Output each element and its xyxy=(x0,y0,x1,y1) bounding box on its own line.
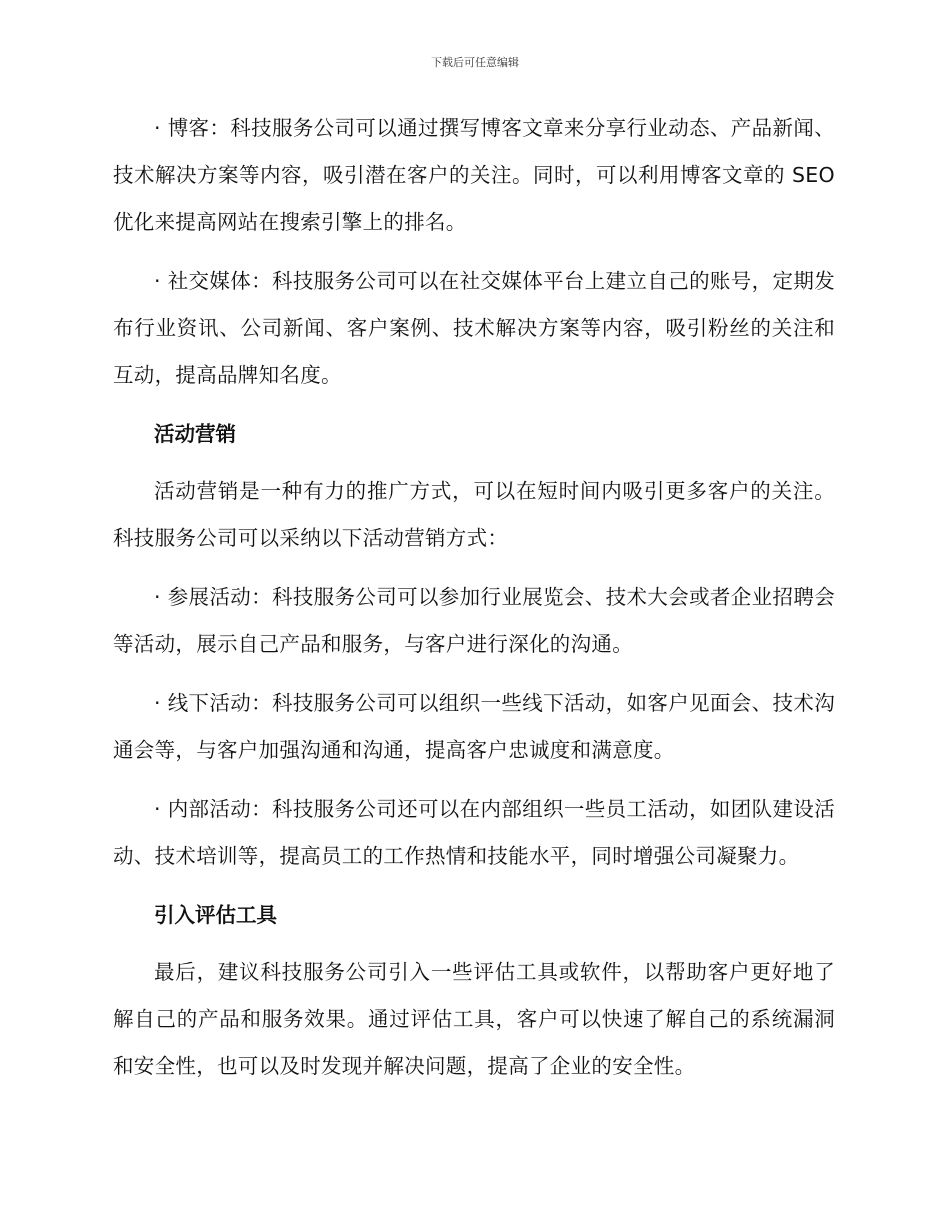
document-body xyxy=(113,105,835,1102)
paragraph-social-media: · 社交媒体：科技服务公司可以在社交媒体平台上建立自己的账号，定期发布行业资讯、公司新闻、客户案例、技术解决方案等内容，吸引粉丝的关注和互动，提高品牌知名度。 xyxy=(113,269,835,387)
paragraph-offline-events: · 线下活动：科技服务公司可以组织一些线下活动，如客户见面会、技术沟通会等，与客户加强沟通和沟通，提高客户忠诚度和满意度。 xyxy=(113,691,835,762)
heading-evaluation-tools: 引入评估工具 xyxy=(154,903,277,927)
heading-event-marketing: 活动营销 xyxy=(154,422,236,446)
paragraph-exhibitions: · 参展活动：科技服务公司可以参加行业展览会、技术大会或者企业招聘会等活动，展示自己产品和服务，与客户进行深化的沟通。 xyxy=(113,585,835,656)
paragraph-blog: · 博客：科技服务公司可以通过撰写博客文章来分享行业动态、产品新闻、技术解决方案等内容，吸引潜在客户的关注。同时，可以利用博客文章的 SEO 优化来提高网站在搜索引擎上的排名。 xyxy=(113,116,835,234)
paragraph-evaluation-tools: 最后，建议科技服务公司引入一些评估工具或软件，以帮助客户更好地了解自己的产品和服务效果。通过评估工具，客户可以快速了解自己的系统漏洞和安全性，也可以及时发现并解决问题，提高了企业的安全性。 xyxy=(113,960,835,1078)
page-header: 下载后可任意编辑 xyxy=(431,56,519,69)
paragraph-event-marketing-intro: 活动营销是一种有力的推广方式，可以在短时间内吸引更多客户的关注。科技服务公司可以采纳以下活动营销方式： xyxy=(113,479,835,550)
paragraph-internal-events: · 内部活动：科技服务公司还可以在内部组织一些员工活动，如团队建设活动、技术培训等，提高员工的工作热情和技能水平，同时增强公司凝聚力。 xyxy=(113,797,835,868)
